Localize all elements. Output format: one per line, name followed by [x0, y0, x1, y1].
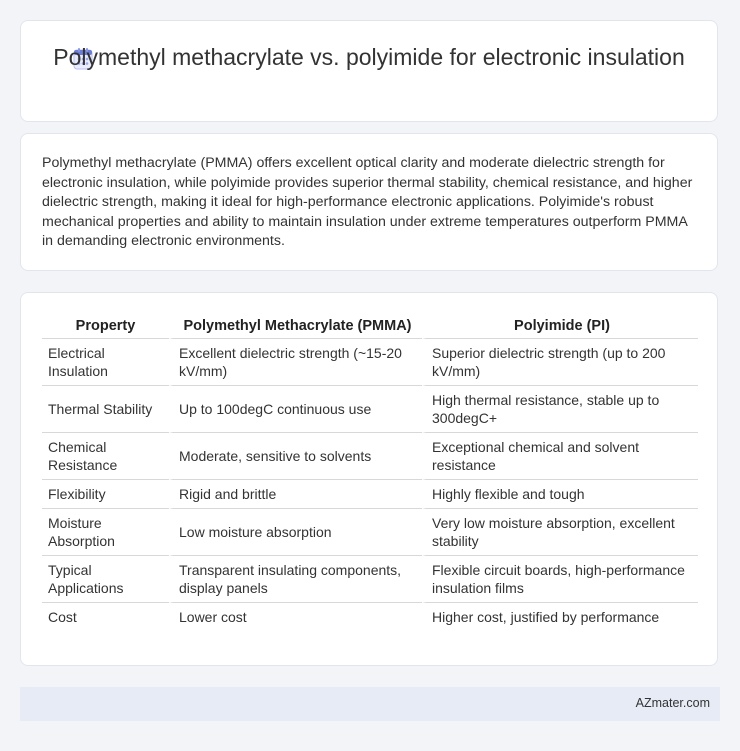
row-property: Moisture Absorption — [42, 509, 169, 556]
row-pmma-value: Rigid and brittle — [169, 480, 422, 509]
row-property: Thermal Stability — [42, 386, 169, 433]
row-pi-value: Superior dielectric strength (up to 200 kV/mm) — [422, 339, 698, 386]
row-pmma-value: Moderate, sensitive to solvents — [169, 433, 422, 480]
row-pmma-value: Up to 100degC continuous use — [169, 386, 422, 433]
row-property: Cost — [48, 609, 77, 625]
row-pmma-value: Excellent dielectric strength (~15-20 kV/mm) — [169, 339, 422, 386]
row-pmma-value: Low moisture absorption — [169, 509, 422, 556]
header-polyimide: Polyimide (PI) — [422, 313, 698, 339]
footer-bar — [20, 687, 720, 721]
comparison-table-card — [20, 292, 718, 666]
row-pmma-value: Transparent insulating components, display panels — [169, 556, 422, 603]
header-pmma: Polymethyl Methacrylate (PMMA) — [169, 313, 422, 339]
footer-brand: AZmater.com — [635, 696, 710, 710]
header-property: Property — [42, 313, 169, 339]
summary-card — [20, 133, 718, 271]
page-title: Polymethyl methacrylate vs. polyimide for electronic insulation — [53, 44, 685, 70]
table-row — [42, 386, 698, 433]
row-pi-value: Higher cost, justified by performance — [422, 603, 698, 631]
row-property: Flexibility — [42, 480, 169, 509]
table-row — [42, 433, 698, 480]
title-card — [20, 20, 718, 122]
table-row — [42, 480, 698, 509]
row-pmma-value: Lower cost — [169, 603, 422, 631]
row-pi-value: High thermal resistance, stable up to 300degC+ — [422, 386, 698, 433]
row-pi-value: Very low moisture absorption, excellent stability — [422, 509, 698, 556]
row-pi-value: Highly flexible and tough — [422, 480, 698, 509]
table-row — [42, 339, 698, 386]
table-header-row — [42, 313, 698, 339]
row-property: Typical Applications — [42, 556, 169, 603]
table-row — [42, 509, 698, 556]
row-property: Electrical Insulation — [42, 339, 169, 386]
comparison-table — [42, 313, 698, 631]
row-pi-value: Exceptional chemical and solvent resistance — [422, 433, 698, 480]
table-row — [42, 603, 698, 631]
summary-text: Polymethyl methacrylate (PMMA) offers excellent optical clarity and moderate dielectric strength for electronic insulation, while polyimide provides superior thermal stability, chemical resistance, and higher dielectric strength, making it ideal for high-performance electronic applications. Polyimide's robust mechanical properties and ability to maintain insulation under extreme temperatures outperform PMMA in demanding electronic environments. — [42, 155, 693, 250]
row-property: Chemical Resistance — [42, 433, 169, 480]
row-pi-value: Flexible circuit boards, high-performance insulation films — [422, 556, 698, 603]
table-row — [42, 556, 698, 603]
